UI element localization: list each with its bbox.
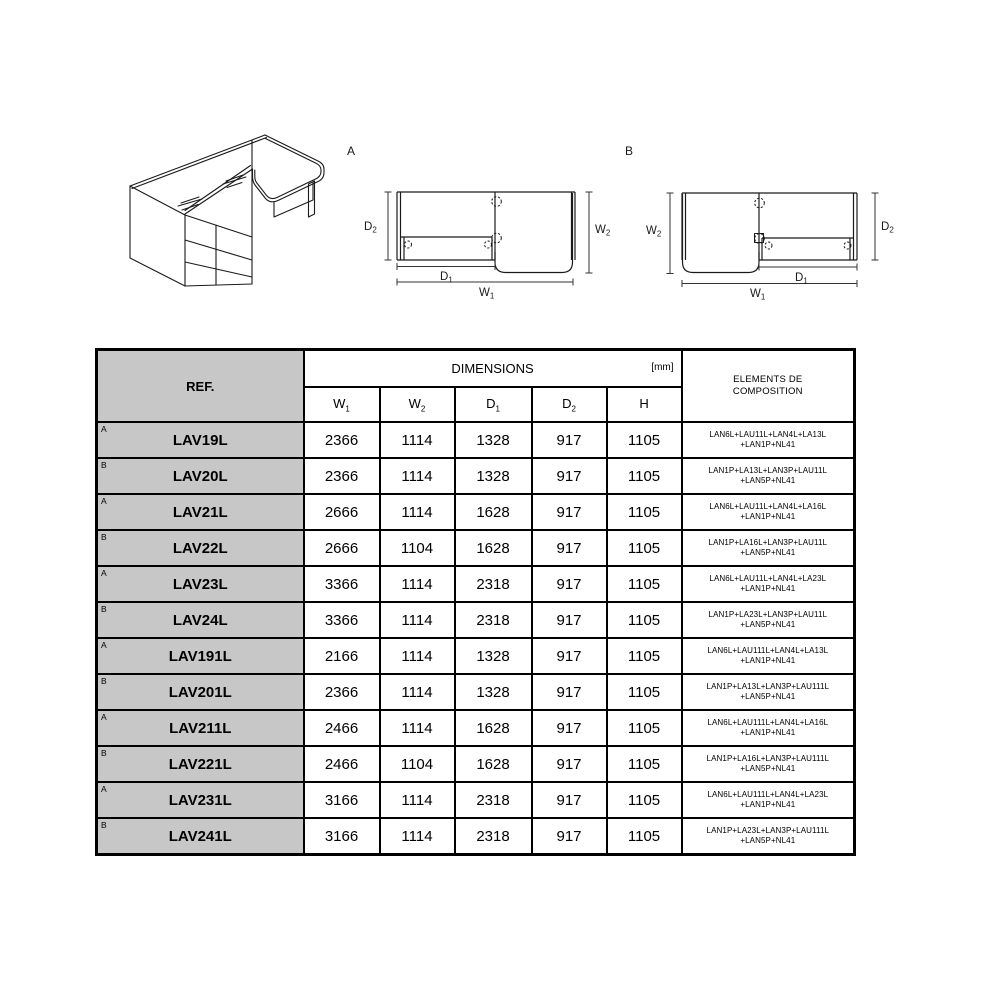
plan-view-b (618, 135, 908, 310)
row-variant-tag: B (101, 604, 107, 614)
row-variant-tag: A (101, 568, 107, 578)
row-ref: LAV241L (168, 827, 232, 845)
plan-b-label: B (625, 144, 634, 158)
row-variant-tag: A (101, 424, 107, 434)
row-w1: 2366 (304, 458, 380, 494)
row-d1: 2318 (455, 818, 532, 855)
ref-cell (97, 638, 304, 674)
row-composition: LAN6L+LAU111L+LAN4L+LA13L +LAN1P+NL41 (682, 638, 855, 674)
row-h: 1105 (607, 746, 682, 782)
row-d2: 917 (532, 710, 607, 746)
row-h: 1105 (607, 674, 682, 710)
row-d1: 1328 (455, 638, 532, 674)
row-d2: 917 (532, 602, 607, 638)
col-header-w2: $W_2$ (380, 387, 455, 422)
table-row (97, 602, 855, 638)
row-d1: 1628 (455, 494, 532, 530)
row-d1: 2318 (455, 602, 532, 638)
ref-cell (97, 422, 304, 458)
ref-cell (97, 782, 304, 818)
desk-outline (130, 135, 324, 286)
plan-a-d2-label: $D_2$ (364, 221, 377, 235)
row-w1: 3166 (304, 782, 380, 818)
ref-cell (97, 674, 304, 710)
table-row (97, 674, 855, 710)
composition-column-header: ELEMENTS DE COMPOSITION (682, 350, 855, 423)
table-row (97, 530, 855, 566)
row-h: 1105 (607, 566, 682, 602)
row-d2: 917 (532, 566, 607, 602)
row-h: 1105 (607, 494, 682, 530)
ref-cell (97, 566, 304, 602)
plan-b-d2-label: $D_2$ (881, 221, 894, 235)
row-composition: LAN1P+LA23L+LAN3P+LAU11L +LAN5P+NL41 (682, 602, 855, 638)
row-d2: 917 (532, 674, 607, 710)
table-row (97, 422, 855, 458)
row-h: 1105 (607, 818, 682, 855)
row-composition: LAN1P+LA23L+LAN3P+LAU111L +LAN5P+NL41 (682, 818, 855, 855)
row-w1: 2466 (304, 746, 380, 782)
col-header-w1: $W_1$ (304, 387, 380, 422)
row-ref: LAV211L (169, 719, 232, 737)
ref-cell (97, 818, 304, 855)
row-d2: 917 (532, 746, 607, 782)
table-row (97, 710, 855, 746)
table-row (97, 494, 855, 530)
row-w2: 1114 (380, 782, 455, 818)
row-d1: 2318 (455, 782, 532, 818)
row-w2: 1114 (380, 602, 455, 638)
row-composition: LAN1P+LA16L+LAN3P+LAU11L +LAN5P+NL41 (682, 530, 855, 566)
row-ref: LAV23L (172, 575, 228, 593)
row-composition: LAN6L+LAU11L+LAN4L+LA16L +LAN1P+NL41 (682, 494, 855, 530)
row-variant-tag: A (101, 640, 107, 650)
table-row (97, 458, 855, 494)
plan-b-grommets (755, 198, 851, 249)
col-header-d2: $D_2$ (532, 387, 607, 422)
row-variant-tag: B (101, 748, 107, 758)
dimensions-title: DIMENSIONS (451, 361, 534, 376)
table-body (97, 422, 855, 855)
row-d1: 1628 (455, 710, 532, 746)
ref-cell (97, 602, 304, 638)
isometric-desk-drawing (102, 118, 352, 313)
row-d2: 917 (532, 494, 607, 530)
plan-view-a (340, 135, 630, 310)
unit-label: [mm] (651, 362, 674, 373)
plan-a-w1-label: $W_1$ (479, 287, 495, 301)
row-ref: LAV24L (172, 611, 228, 629)
plan-a-shape (397, 192, 575, 273)
table-row (97, 566, 855, 602)
row-w2: 1104 (380, 746, 455, 782)
row-w2: 1114 (380, 458, 455, 494)
row-w2: 1114 (380, 638, 455, 674)
row-d2: 917 (532, 422, 607, 458)
ref-cell (97, 494, 304, 530)
row-d2: 917 (532, 638, 607, 674)
row-d2: 917 (532, 782, 607, 818)
row-variant-tag: B (101, 676, 107, 686)
row-h: 1105 (607, 710, 682, 746)
row-ref: LAV21L (172, 503, 228, 521)
row-composition: LAN6L+LAU11L+LAN4L+LA23L +LAN1P+NL41 (682, 566, 855, 602)
ref-cell (97, 530, 304, 566)
row-w1: 3366 (304, 602, 380, 638)
ref-cell (97, 458, 304, 494)
row-w1: 2666 (304, 494, 380, 530)
row-w2: 1114 (380, 422, 455, 458)
row-w1: 3366 (304, 566, 380, 602)
row-composition: LAN6L+LAU111L+LAN4L+LA23L +LAN1P+NL41 (682, 782, 855, 818)
row-h: 1105 (607, 458, 682, 494)
ref-column-header: REF. (97, 350, 304, 423)
row-ref: LAV22L (172, 539, 228, 557)
row-d2: 917 (532, 818, 607, 855)
row-d1: 1328 (455, 422, 532, 458)
table-row (97, 782, 855, 818)
row-variant-tag: B (101, 532, 107, 542)
ref-cell (97, 746, 304, 782)
col-header-h: H (607, 387, 682, 422)
row-h: 1105 (607, 638, 682, 674)
row-composition: LAN1P+LA13L+LAN3P+LAU111L +LAN5P+NL41 (682, 674, 855, 710)
row-d1: 1328 (455, 458, 532, 494)
row-composition: LAN6L+LAU11L+LAN4L+LA13L +LAN1P+NL41 (682, 422, 855, 458)
row-ref: LAV20L (172, 467, 228, 485)
row-d1: 1328 (455, 674, 532, 710)
row-variant-tag: B (101, 820, 107, 830)
row-d2: 917 (532, 530, 607, 566)
grommet-hatch-left (178, 197, 202, 210)
row-composition: LAN1P+LA16L+LAN3P+LAU111L +LAN5P+NL41 (682, 746, 855, 782)
row-variant-tag: B (101, 460, 107, 470)
row-h: 1105 (607, 782, 682, 818)
row-w1: 3166 (304, 818, 380, 855)
row-w2: 1114 (380, 818, 455, 855)
row-d2: 917 (532, 458, 607, 494)
col-header-d1: $D_1$ (455, 387, 532, 422)
row-ref: LAV201L (168, 683, 232, 701)
plan-a-grommets (405, 197, 502, 248)
row-w1: 2366 (304, 674, 380, 710)
table-row (97, 818, 855, 855)
plan-a-w2-label: $W_2$ (595, 224, 611, 238)
row-w2: 1114 (380, 494, 455, 530)
spec-table (95, 348, 856, 856)
row-h: 1105 (607, 422, 682, 458)
plan-a-d1-label: $D_1$ (440, 271, 453, 285)
ref-cell (97, 710, 304, 746)
row-d1: 2318 (455, 566, 532, 602)
row-d1: 1628 (455, 530, 532, 566)
row-composition: LAN1P+LA13L+LAN3P+LAU11L +LAN5P+NL41 (682, 458, 855, 494)
table-row (97, 746, 855, 782)
row-variant-tag: A (101, 712, 107, 722)
row-h: 1105 (607, 530, 682, 566)
plan-b-w2-label: $W_2$ (646, 225, 662, 239)
row-w1: 2366 (304, 422, 380, 458)
row-w2: 1114 (380, 566, 455, 602)
row-w2: 1104 (380, 530, 455, 566)
row-w2: 1114 (380, 710, 455, 746)
plan-b-d1-label: $D_1$ (795, 272, 808, 286)
table-row (97, 638, 855, 674)
row-variant-tag: A (101, 784, 107, 794)
plan-a-label: A (347, 144, 356, 158)
row-ref: LAV191L (168, 647, 232, 665)
row-h: 1105 (607, 602, 682, 638)
row-w2: 1114 (380, 674, 455, 710)
dimensions-header (304, 350, 682, 388)
row-composition: LAN6L+LAU111L+LAN4L+LA16L +LAN1P+NL41 (682, 710, 855, 746)
row-d1: 1628 (455, 746, 532, 782)
row-ref: LAV19L (172, 431, 228, 449)
row-w1: 2466 (304, 710, 380, 746)
row-w1: 2166 (304, 638, 380, 674)
plan-b-shape (682, 193, 857, 273)
row-variant-tag: A (101, 496, 107, 506)
plan-b-w1-label: $W_1$ (750, 288, 766, 302)
row-ref: LAV221L (168, 755, 232, 773)
row-ref: LAV231L (168, 791, 232, 809)
row-w1: 2666 (304, 530, 380, 566)
